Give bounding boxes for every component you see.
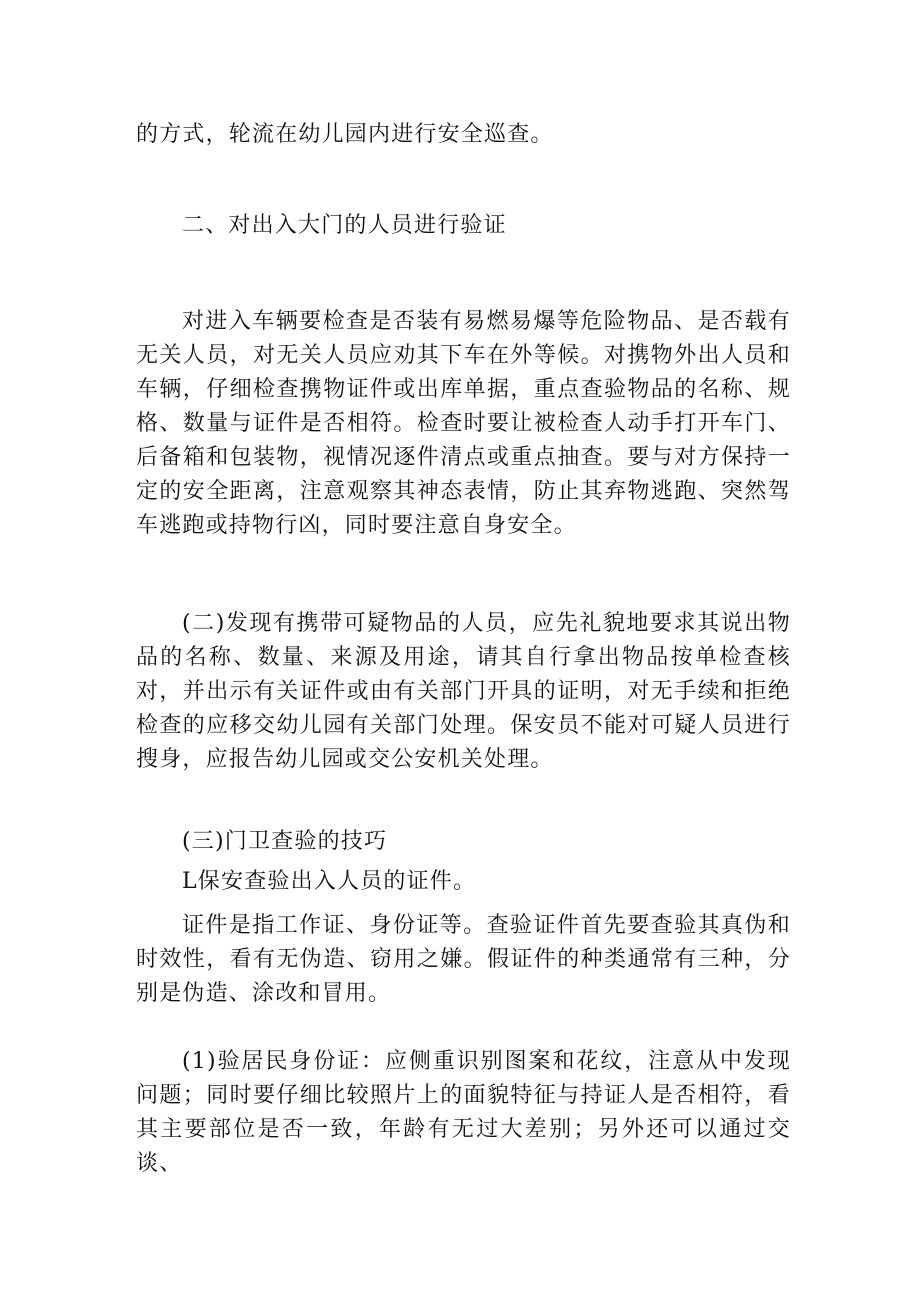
paragraph-suspicious-items: (二)发现有携带可疑物品的人员，应先礼貌地要求其说出物品的名称、数量、来源及用途，请其自行拿出物品按单检查核对，并出示有关证件或由有关部门开具的证明，对无手续和拒绝检查的应移交幼儿园有关部门处理。保安员不能对可疑人员进行搜身，应报告幼儿园或交公安机关处理。 (136, 611, 791, 772)
paragraph-id-card: (1)验居民身份证：应侧重识别图案和花纹，注意从中发现问题；同时要仔细比较照片上的面貌特征与持证人是否相符，看其主要部位是否一致，年龄有无过大差别；另外还可以通过交谈、 (136, 1049, 791, 1176)
paragraph-vehicle-inspection: 对进入车辆要检查是否装有易燃易爆等危险物品、是否载有无关人员，对无关人员应劝其下车在外等候。对携物外出人员和车辆，仔细检查携物证件或出库单据，重点查验物品的名称、规格、数量与证件是否相符。检查时要让被检查人动手打开车门、后备箱和包装物，视情况逐件清点或重点抽查。要与对方保持一定的安全距离，注意观察其神态表情，防止其弃物逃跑、突然驾车逃跑或持物行凶，同时要注意自身安全。 (136, 309, 791, 538)
subsection-heading: (三)门卫查验的技巧 (182, 829, 388, 854)
list-item-heading: L保安查验出入人员的证件。 (182, 869, 477, 894)
paragraph-continuation: 的方式，轮流在幼儿园内进行安全巡查。 (136, 122, 554, 147)
paragraph-certificates: 证件是指工作证、身份证等。查验证件首先要查验其真伪和时效性，看有无伪造、窃用之嫌。假证件的种类通常有三种，分别是伪造、涂改和冒用。 (136, 913, 791, 1006)
section-heading: 二、对出入大门的人员进行验证 (182, 213, 507, 238)
